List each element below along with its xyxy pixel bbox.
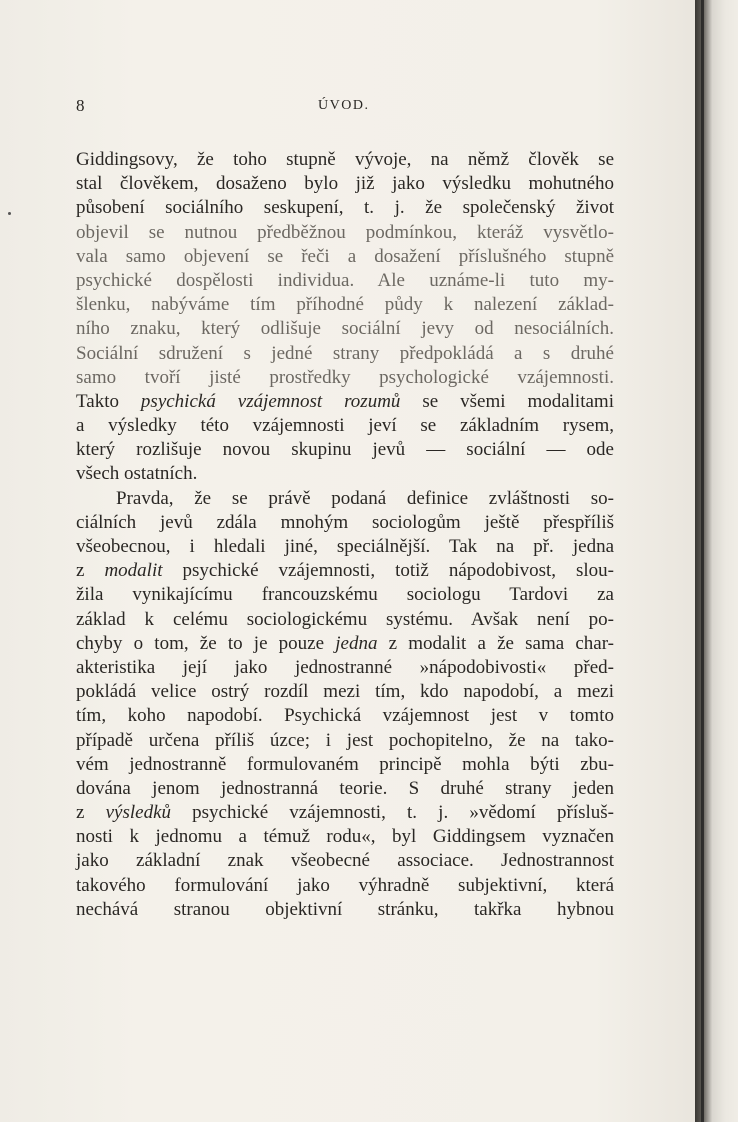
text-run: z modalit a že sama char-	[377, 632, 614, 654]
section-title: ÚVOD.	[318, 98, 370, 113]
text-run: se všemi modalitami	[400, 390, 614, 412]
text-line: jako základní znak všeobecné associace. Jednostrannost	[76, 850, 614, 872]
emphasis: výsledků	[105, 802, 171, 824]
text-line: který rozlišuje novou skupinu jevů — sociální — ode	[76, 439, 614, 461]
page-number: 8	[76, 96, 85, 115]
text-line: vala samo objevení se řeči a dosažení příslušného stupně	[76, 245, 614, 267]
text-line: pokládá velice ostrý rozdíl mezi tím, kdo napodobí, a mezi	[76, 681, 614, 703]
text-line: akteristika její jako jednostranné »nápodobivosti« před-	[76, 656, 614, 678]
text-line: vém jednostranně formulovaném principě mohla býti zbu-	[76, 753, 614, 775]
text-run: z	[76, 802, 106, 824]
paper-speck	[8, 212, 11, 215]
text-line: Pravda, že se právě podaná definice zvláštnosti so-	[116, 487, 614, 509]
text-line: všech ostatních.	[76, 463, 198, 485]
gutter-edge	[701, 0, 704, 1122]
text-line: nechává stranou objektivní stránku, takřka hybnou	[76, 898, 614, 920]
text-line: dována jenom jednostranná teorie. S druhé strany jeden	[76, 777, 614, 799]
book-gutter	[695, 0, 738, 1122]
text-line: Sociální sdružení s jedné strany předpokládá a s druhé	[76, 342, 614, 364]
text-line: ciálních jevů zdála mnohým sociologům ještě přespříliš	[76, 511, 614, 533]
text-line: ního znaku, který odlišuje sociální jevy od nesociálních.	[76, 318, 614, 340]
text-line: všeobecnou, i hledali jiné, speciálnější. Tak na př. jedna	[76, 536, 614, 557]
emphasis: jedna	[335, 632, 378, 654]
body-text	[76, 148, 614, 922]
text-line: šlenku, nabýváme tím příhodné půdy k nalezení základ-	[76, 294, 614, 316]
emphasis: psychická vzájemnost rozumů	[140, 390, 401, 412]
text-line: objevil se nutnou předběžnou podmínkou, kteráž vysvětlo-	[76, 221, 614, 243]
text-line: a výsledky této vzájemnosti jeví se základním rysem,	[76, 415, 614, 437]
text-line	[76, 801, 614, 825]
text-line: tím, koho napodobí. Psychická vzájemnost jest v tomto	[76, 705, 614, 727]
text-line: psychické dospělosti individua. Ale uznáme-li tuto my-	[76, 269, 614, 291]
text-line: Giddingsovy, že toho stupně vývoje, na němž člověk se	[76, 149, 614, 170]
text-line	[76, 390, 614, 414]
text-run: chyby o tom, že to je pouze	[76, 632, 336, 654]
text-run: Takto	[76, 390, 141, 412]
text-line: samo tvoří jisté prostředky psychologické vzájemnosti.	[76, 366, 614, 388]
text-run: psychické vzájemnosti, totiž nápodobivost, slou-	[162, 560, 615, 582]
text-line: stal člověkem, dosaženo bylo již jako výsledku mohutného	[76, 173, 614, 195]
text-line: takového formulování jako výhradně subjektivní, která	[76, 874, 614, 896]
emphasis: modalit	[104, 560, 163, 582]
running-head	[0, 96, 700, 120]
text-line	[76, 559, 614, 583]
text-line: případě určena příliš úzce; i jest pochopitelno, že na tako-	[76, 729, 614, 751]
text-run: z	[76, 560, 105, 582]
text-run: psychické vzájemnosti, t. j. »vědomí přísluš-	[171, 802, 614, 824]
text-line: žila vynikajícímu francouzskému sociologu Tardovi za	[76, 584, 614, 606]
text-line	[76, 632, 614, 656]
text-line: nosti k jednomu a témuž rodu«, byl Giddingsem vyznačen	[76, 826, 614, 848]
text-line: základ k celému sociologickému systému. Avšak není po-	[76, 608, 614, 630]
text-line: působení sociálního seskupení, t. j. že společenský život	[76, 197, 614, 219]
